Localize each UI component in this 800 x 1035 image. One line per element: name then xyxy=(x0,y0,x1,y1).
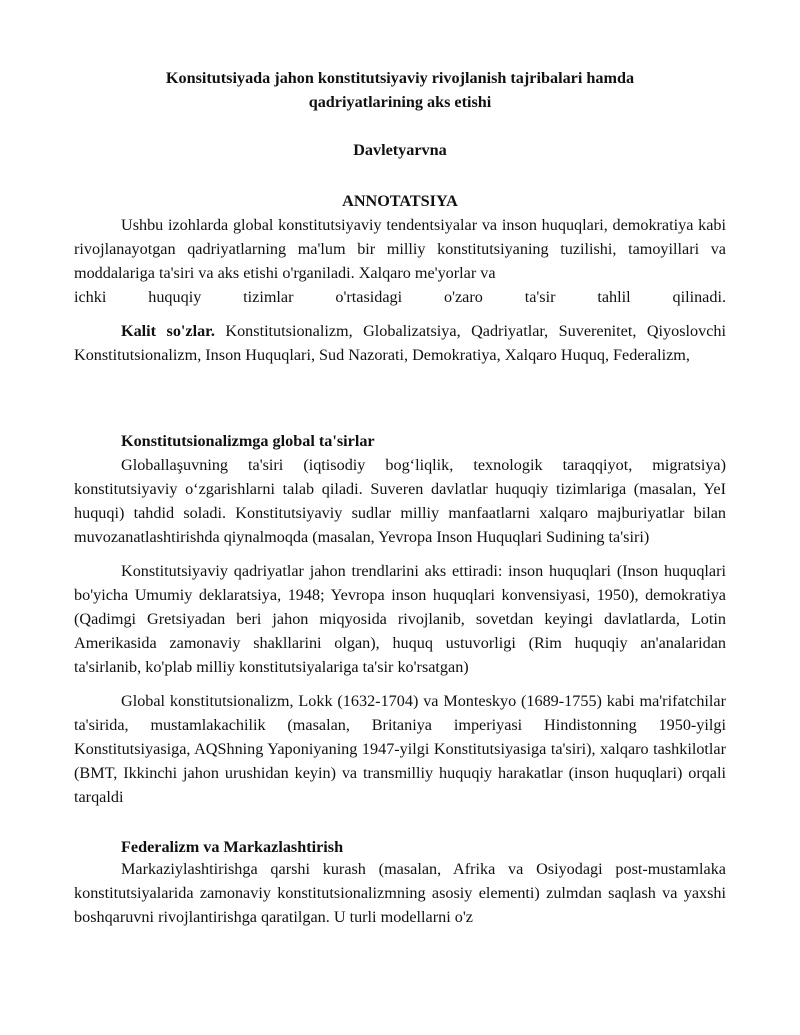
section2-paragraph-1: Markaziylashtirishga qarshi kurash (masalan, Afrika va Osiyodagi post-mustamlaka konstitutsiyalarida zamonaviy konstitutsionalizmning asosiy elementi) zulmdan saqlash va yaxshi boshqaruvni rivojlantirishga qaratilgan. U turli modellarni o'z xyxy=(74,860,726,926)
keywords-paragraph xyxy=(74,319,726,367)
section-heading-federalism: Federalizm va Markazlashtirish xyxy=(121,838,344,856)
section1-paragraph-3: Global konstitutsionalizm, Lokk (1632-1704) va Monteskyo (1689-1755) kabi ma'rifatchilar ta'sirida, mustamlakachilik (masalan, Britaniya imperiyasi Hindistonning 1950-yilgi Konstitutsiyasiga, AQShning Yaponiyaning 1947-yilgi Konstitutsiyasiga ta'siri), xalqaro tashkilotlar (BMT, Ikkinchi jahon urushidan keyin) va transmilliy huquqiy harakatlar (inson huquqlari) orqali tarqaldi xyxy=(74,692,726,806)
annotation-paragraph xyxy=(74,213,726,309)
title-line-2: qadriyatlarining aks etishi xyxy=(308,93,492,111)
document-page xyxy=(74,66,726,929)
section1-paragraph-1: Globallaşuvning ta'siri (iqtisodiy bog‘liqlik, texnologik taraqqiyot, migratsiya) konstitutsiyaviy o‘zgarishlarni talab qiladi. Suveren davlatlar huquqiy tizimlariga (masalan, YeI huquqi) tahdid soladi. Konstitutsiyaviy sudlar milliy manfaatlarni xalqaro majburiyatlar bilan muvozanatlashtirishda qiynalmoqda (masalan, Yevropa Inson Huquqlari Sudining ta'siri) xyxy=(74,456,726,546)
document-title xyxy=(74,66,726,114)
keywords-text: Konstitutsionalizm, Globalizatsiya, Qadriyatlar, Suverenitet, Qiyoslovchi Konstitutsionalizm, Inson Huquqlari, Sud Nazorati, Demokratiya, Xalqaro Huquq, Federalizm, xyxy=(74,322,726,364)
author-name: Davletyarvna xyxy=(353,141,447,159)
title-line-1: Konsitutsiyada jahon konstitutsiyaviy rivojlanish tajribalari hamda xyxy=(165,69,635,87)
section-heading-global-influences: Konstitutsionalizmga global ta'sirlar xyxy=(121,432,375,450)
annotation-text: Ushbu izohlarda global konstitutsiyaviy tendentsiyalar va inson huquqlari, demokratiya kabi rivojlanayotgan qadriyatlarning ma'lum bir milliy konstitutsiyaning tuzilishi, tamoyillari va moddalariga ta'siri va aks etishi o'rganiladi. Xalqaro me'yorlar va xyxy=(74,216,726,282)
annotation-last-line: ichki huquqiy tizimlar o'rtasidagi o'zaro ta'sir tahlil qilinadi. xyxy=(74,288,726,306)
section1-paragraph-2: Konstitutsiyaviy qadriyatlar jahon trendlarini aks ettiradi: inson huquqlari (Inson huquqlari bo'yicha Umumiy deklaratsiya, 1948; Yevropa inson huquqlari konvensiyasi, 1950), demokratiya (Qadimgi Gretsiyadan beri jahon miqyosida rivojlanib, sovetdan keyingi davlatlarda, Lotin Amerikasida zamonaviy shakllarini olgan), huquq ustuvorligi (Rim huquqiy an'analaridan ta'sirlanib, ko'plab milliy konstitutsiyalariga ta'sir ko'rsatgan) xyxy=(74,562,726,676)
annotation-heading: ANNOTATSIYA xyxy=(342,192,458,210)
keywords-label: Kalit so'zlar. xyxy=(121,322,215,340)
